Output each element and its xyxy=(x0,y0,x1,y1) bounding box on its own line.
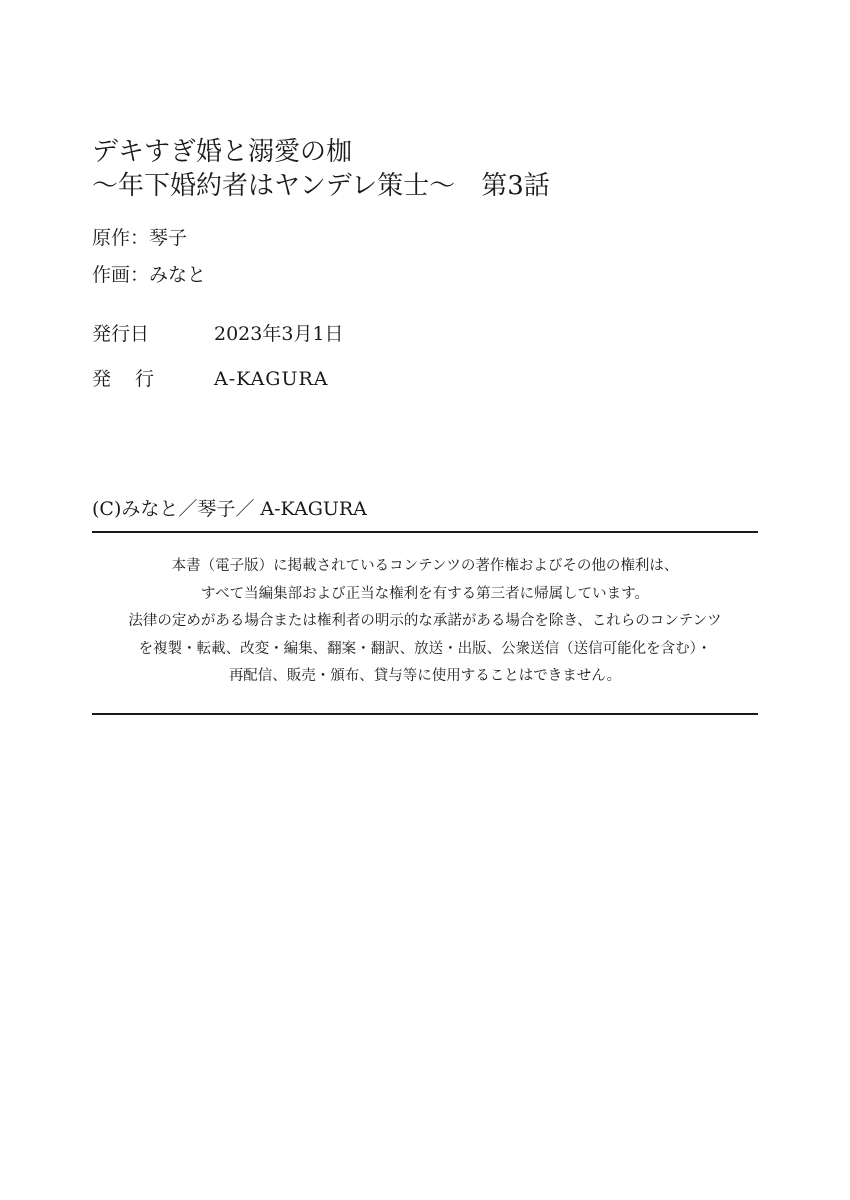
publication-date-label: 発行日 xyxy=(92,323,150,345)
divider-bottom xyxy=(92,713,758,715)
publication-date-value: 2023年3月1日 xyxy=(214,323,344,345)
copyright-line: (C)みなと／琴子／ A-KAGURA xyxy=(92,498,367,520)
notice-line: を複製・転載、改変・編集、翻案・翻訳、放送・出版、公衆送信（送信可能化を含む）・ xyxy=(138,640,712,657)
notice-line: すべて当編集部および正当な権利を有する第三者に帰属しています。 xyxy=(200,585,650,602)
title-line-1: デキすぎ婚と溺愛の枷 xyxy=(92,137,353,167)
title-line-2: ～年下婚約者はヤンデレ策士～ 第3話 xyxy=(92,171,550,201)
publisher-value: A-KAGURA xyxy=(214,368,329,390)
notice-line: 本書（電子版）に掲載されているコンテンツの著作権およびその他の権利は、 xyxy=(171,558,679,574)
divider-top xyxy=(92,531,758,533)
credit-artist: 作画：みなと xyxy=(92,264,207,286)
credit-original-author: 原作：琴子 xyxy=(92,227,188,249)
rights-notice xyxy=(92,553,758,691)
notice-line: 再配信、販売・頒布、貸与等に使用することはできません。 xyxy=(228,668,622,684)
notice-line: 法律の定めがある場合または権利者の明示的な承諾がある場合を除き、これらのコンテンツ xyxy=(128,613,722,629)
publisher-label: 発行 xyxy=(92,368,179,390)
